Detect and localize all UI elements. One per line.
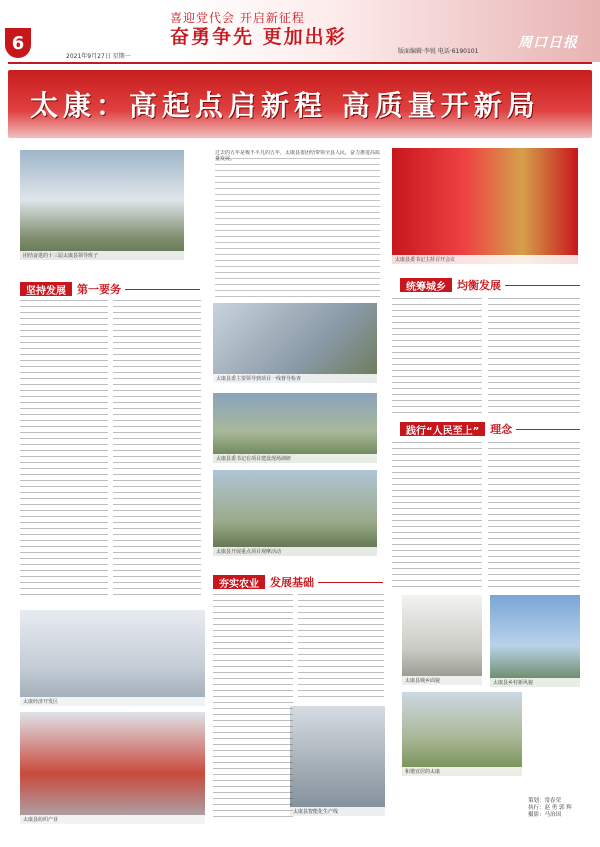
section-header-third — [400, 422, 580, 436]
photo-caption: 太康县委主要领导到项目一线督导检查 — [213, 374, 377, 383]
photo-village — [490, 595, 580, 687]
photo-meeting — [392, 148, 578, 264]
header-rule — [8, 62, 592, 64]
photo-production-line — [290, 706, 385, 816]
photo-caption: 太康县乡村新风貌 — [490, 678, 580, 687]
photo-city — [402, 595, 482, 685]
body-text-column — [392, 442, 482, 590]
section-rule — [516, 429, 580, 430]
section-tag: 坚持发展 — [20, 282, 72, 296]
section-header-second — [400, 278, 580, 292]
headline: 太康：高起点启新程 高质量开新局 — [30, 89, 540, 122]
body-text-column — [488, 442, 580, 590]
photo-project-observation — [213, 470, 377, 556]
section-tag: 统筹城乡 — [400, 278, 452, 292]
body-text-column — [113, 300, 201, 600]
slogan-main: 奋勇争先 更加出彩 — [170, 26, 347, 48]
section-rest: 理念 — [490, 423, 513, 436]
photo-textile — [20, 712, 205, 824]
photo-caption: 和谐宜居的太康 — [402, 767, 522, 776]
section-header-first — [20, 282, 200, 296]
section-rest: 均衡发展 — [457, 279, 501, 292]
section-rule — [505, 285, 580, 286]
body-text-column — [298, 594, 384, 699]
section-rule — [318, 582, 383, 583]
credit-planning: 策划：常春荣 — [528, 798, 562, 804]
date-line: 2021年9月27日 星期一 — [66, 53, 131, 60]
lead-text-lines — [215, 158, 380, 300]
photo-caption: 太康县纺织产业 — [20, 815, 205, 824]
section-tag: 夯实农业 — [213, 575, 265, 589]
section-tag: 践行“人民至上” — [400, 422, 485, 436]
body-text-column — [213, 594, 293, 819]
editor-line: 版面编辑·李锐 电话·6190101 — [398, 48, 479, 55]
section-rest: 发展基础 — [270, 576, 314, 589]
photo-caption: 太康县城乡面貌 — [402, 676, 482, 685]
paper-logo: 周口日报 — [518, 35, 578, 51]
photo-caption: 太康县委书记在项目建设现场调研 — [213, 454, 377, 463]
photo-site-visit — [213, 393, 377, 463]
credits — [528, 798, 572, 819]
credit-photo: 摄影：马治国 — [528, 812, 562, 818]
credit-execution: 执行：赵 勇 郭 辉 — [528, 805, 572, 811]
photo-caption: 太康经济开发区 — [20, 697, 205, 706]
photo-caption: 太康县委书记主持召开会议 — [392, 255, 578, 264]
section-rule — [125, 289, 200, 290]
slogan-top: 喜迎党代会 开启新征程 — [170, 11, 305, 25]
body-text-column — [392, 298, 482, 418]
photo-caption: 团结奋进的十三届太康县领导班子 — [20, 251, 184, 260]
body-text-column — [20, 300, 108, 600]
lead-paragraph: 过去的五年是极不平凡的五年，太康县委团结带领全县人民，奋力推进高质量发展。 — [215, 150, 380, 162]
photo-caption: 太康县智能化生产线 — [290, 807, 385, 816]
section-header-fourth — [213, 575, 383, 589]
photo-leadership-team — [20, 150, 184, 260]
photo-livable — [402, 692, 522, 776]
body-text-column — [488, 298, 580, 418]
page-number: 6 — [5, 28, 31, 58]
photo-caption: 太康县开展重点项目观摩活动 — [213, 547, 377, 556]
photo-factory — [20, 610, 205, 706]
photo-inspection — [213, 303, 377, 383]
section-rest: 第一要务 — [77, 283, 121, 296]
